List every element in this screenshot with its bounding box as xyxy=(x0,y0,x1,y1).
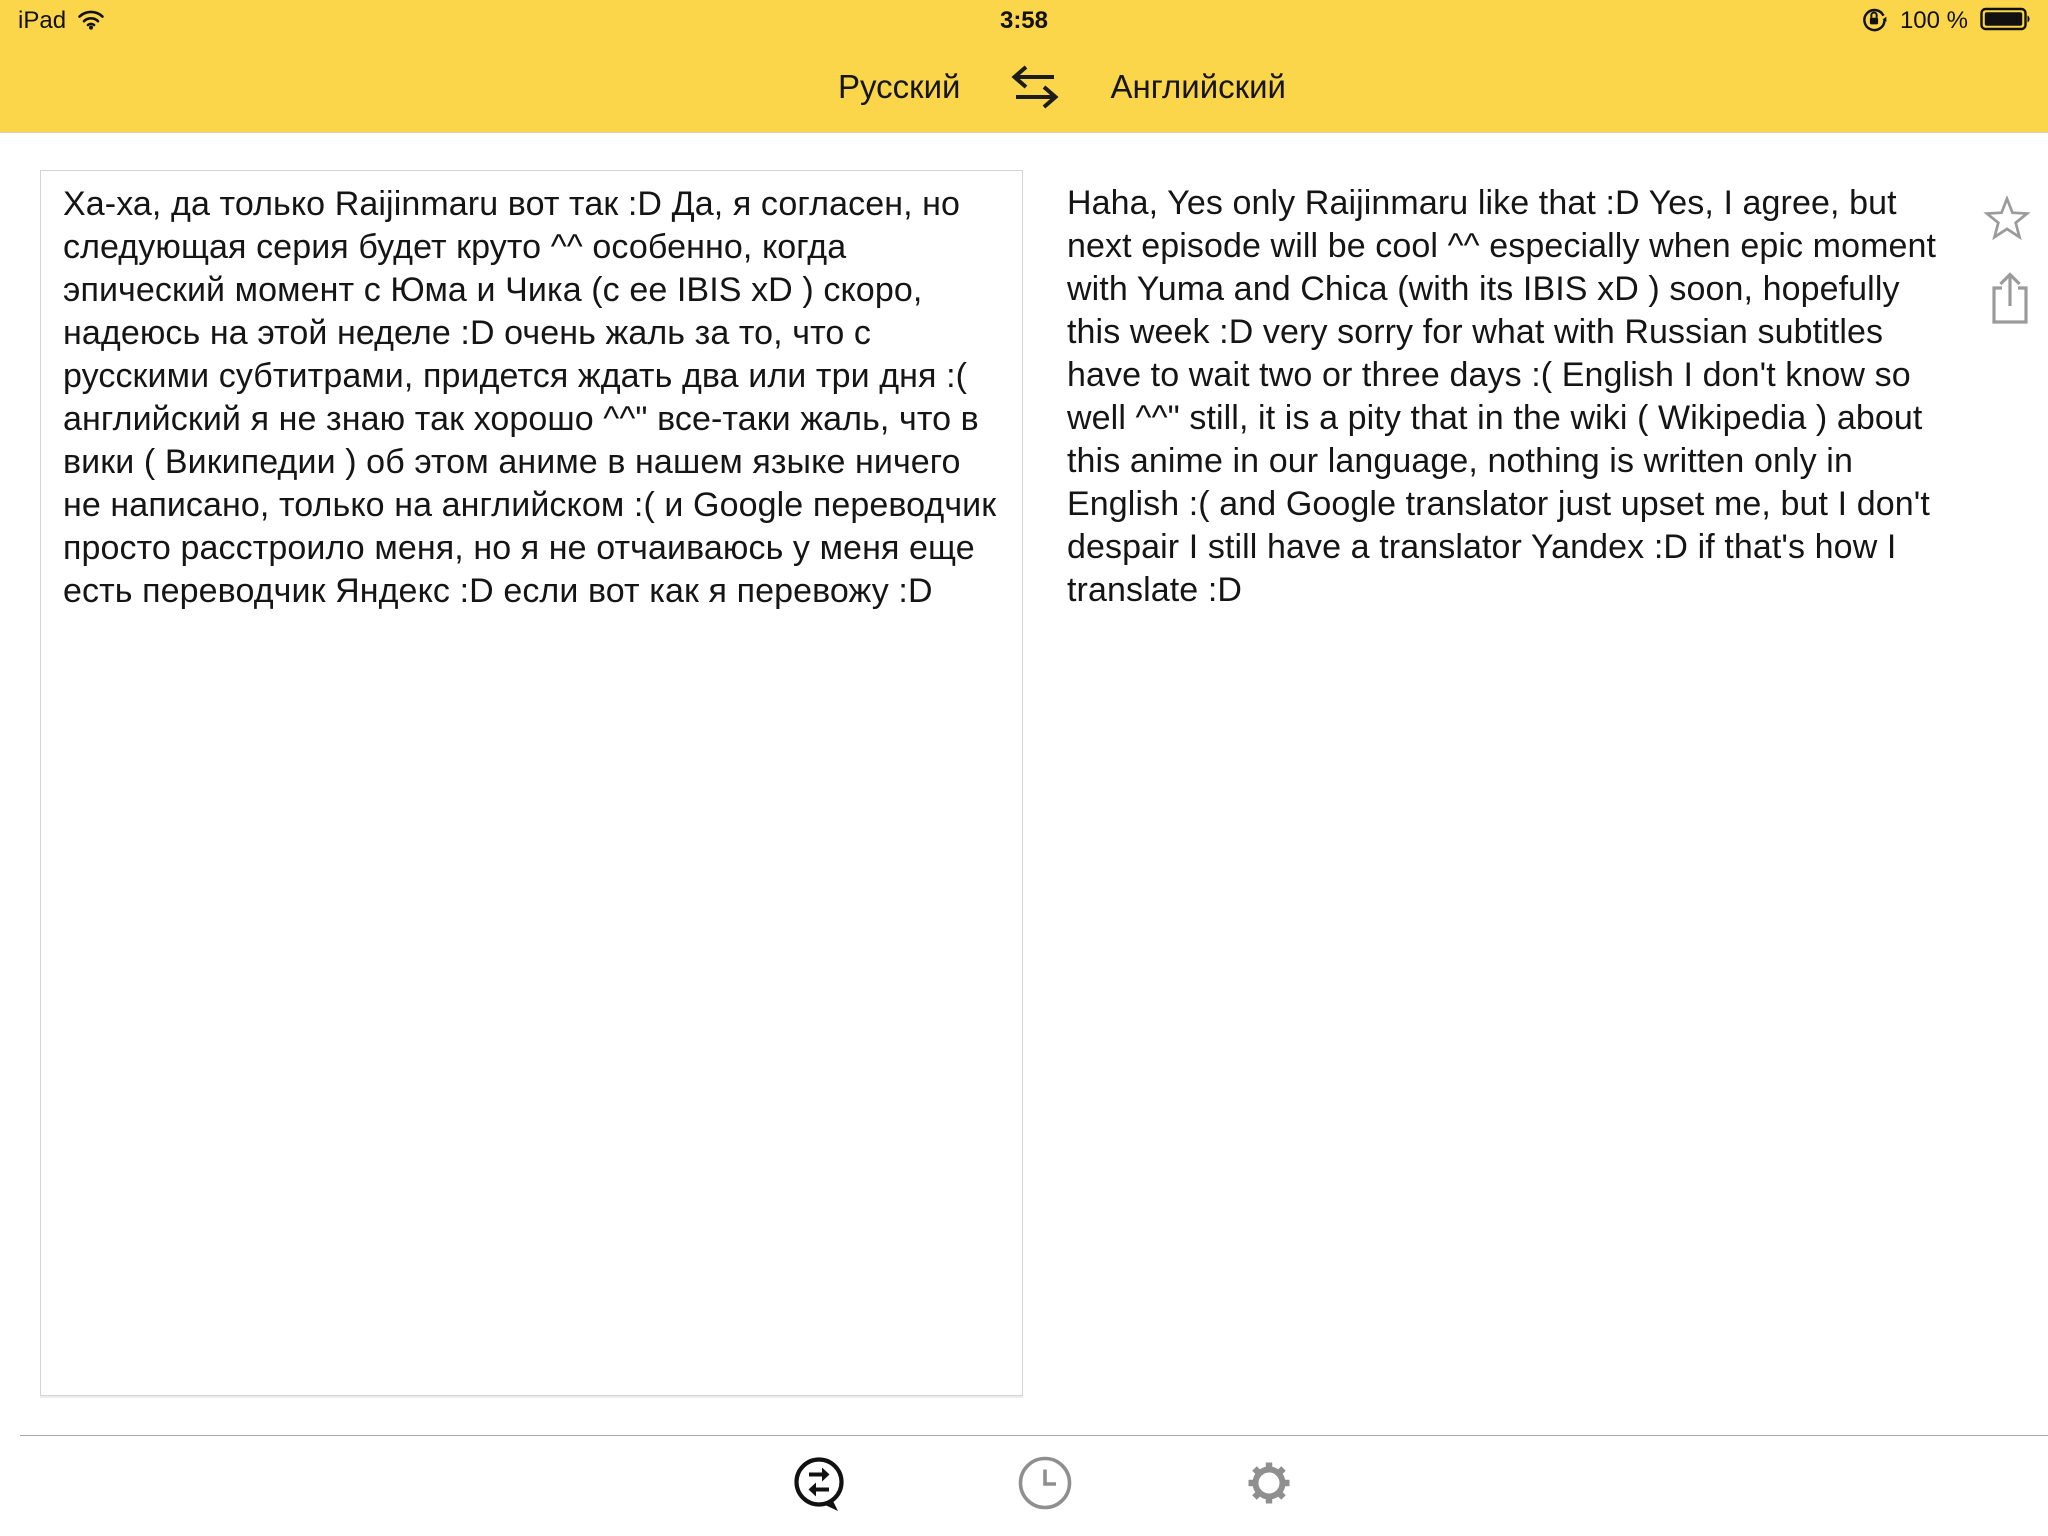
battery-percent: 100 % xyxy=(1899,7,1968,34)
device-label: iPad xyxy=(18,7,67,34)
status-right xyxy=(1860,0,2032,42)
language-bar xyxy=(38,42,2048,132)
translated-text: Haha, Yes only Raijinmaru like that :D Yes, I agree, but next episode will be cool ^^ especially when epic moment with Yuma and Chica (with its IBIS xD ) soon, hopefully this week :D very sorry for what with Russian subtitles have to wait two or three days :( English I don't know so well ^^" still, it is a pity that in the wiki ( Wikipedia ) about this anime in our language, nothing is written only in English :( and Google translator just upset me, but I don't despair I still have a translator Yandex :D if that's how I translate :D xyxy=(1067,184,1937,609)
top-bar xyxy=(0,0,2048,133)
translate-dialog-icon[interactable] xyxy=(790,1454,850,1516)
rotation-lock-icon xyxy=(1860,5,1888,38)
share-icon[interactable] xyxy=(1986,270,2034,326)
swap-arrows-icon[interactable] xyxy=(1006,64,1064,110)
clock-time: 3:58 xyxy=(999,7,1049,34)
bottom-toolbar xyxy=(20,1435,2048,1536)
target-language-button[interactable]: Английский xyxy=(1110,68,1286,105)
source-text-panel[interactable] xyxy=(40,170,1023,1396)
source-text[interactable]: Ха-ха, да только Raijinmaru вот так :D Да, я согласен, но следующая серия будет круто ^^ особенно, когда эпический момент с Юма и Чика (с ее IBIS xD ) скоро, надеюсь на этой неделе :D очень жаль за то, что с русскими субтитрами, придется ждать два или три дня :( английский я не знаю так хорошо ^^" все-таки жаль, что в вики ( Википедии ) об этом аниме в нашем языке ничего не написано, только на английском :( и Google переводчик просто расстроило меня, но я не отчаиваюсь у меня еще есть переводчик Яндекс :D если вот как я перевожу :D xyxy=(63,185,1006,610)
gear-icon[interactable] xyxy=(1240,1454,1298,1512)
status-bar xyxy=(0,0,2048,42)
clock-history-icon[interactable] xyxy=(1016,1454,1074,1512)
star-icon[interactable] xyxy=(1983,196,2031,242)
battery-icon xyxy=(1980,6,2032,37)
source-language-button[interactable]: Русский xyxy=(838,68,961,105)
